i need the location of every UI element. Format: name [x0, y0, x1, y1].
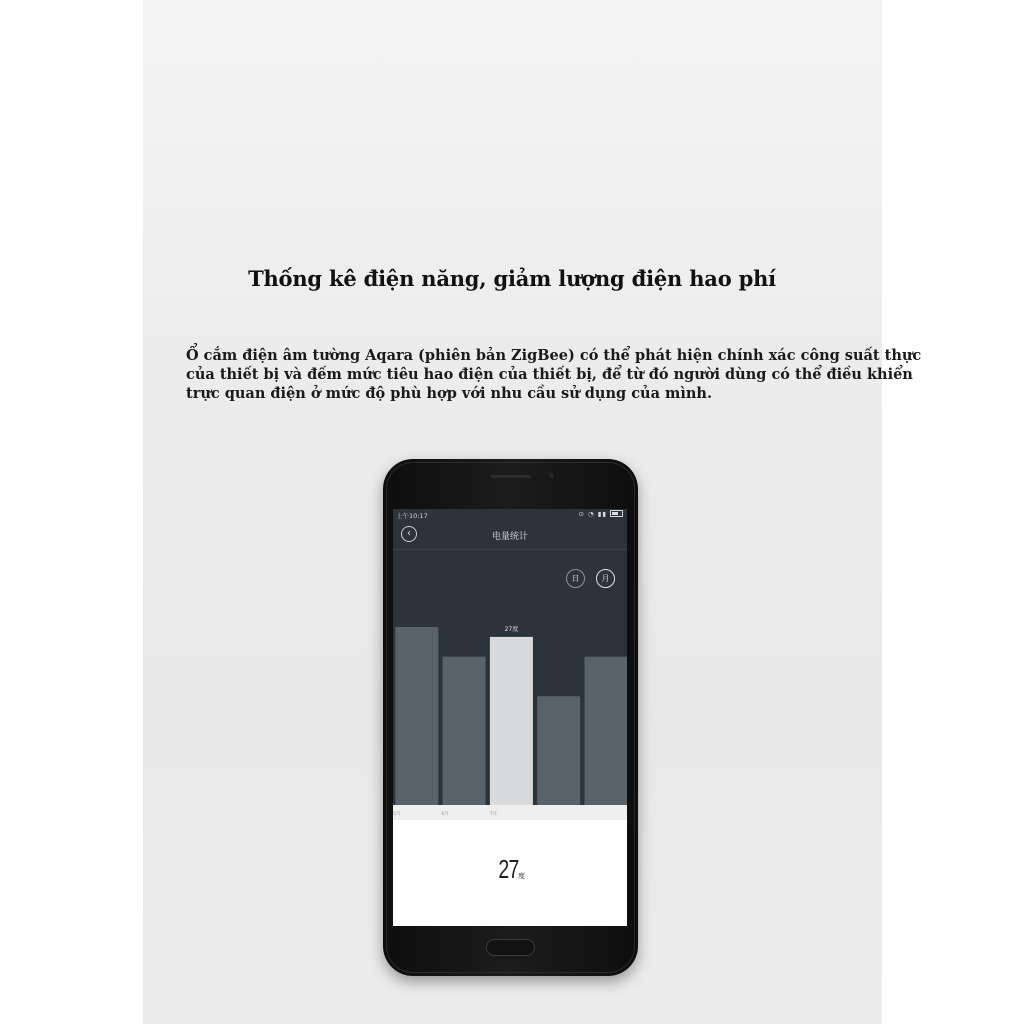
period-month-button[interactable]: 月: [596, 569, 615, 588]
description-line: trực quan điện ở mức độ phù hợp với nhu cầu sử dụng của mình.: [186, 385, 713, 402]
selected-value: [393, 854, 627, 885]
description-line: của thiết bị và đếm mức tiêu hao điện của thiết bị, để từ đó người dùng có thể điều khiển: [186, 366, 913, 383]
signal-icons: ⊙ ◔ ▮▮: [578, 510, 607, 518]
x-tick-label: 7月: [489, 812, 498, 817]
bar-value-label: 27度: [504, 625, 519, 633]
selected-value-number: 27: [498, 854, 519, 884]
home-button[interactable]: [486, 939, 535, 956]
description: [186, 346, 922, 403]
status-time: 上午10:17: [396, 512, 428, 520]
page-title: 电量统计: [491, 532, 528, 542]
period-day-button[interactable]: 日: [566, 569, 585, 588]
description-line: Ổ cắm điện âm tường Aqara (phiên bản ZigBee) có thể phát hiện chính xác công suất thực: [186, 347, 922, 364]
detail-panel: [393, 820, 627, 926]
phone-mockup: [383, 459, 638, 976]
x-tick-label: 5月: [393, 812, 401, 817]
x-tick-label: 6月: [441, 812, 449, 817]
earpiece-speaker: [491, 475, 531, 478]
page-headline: Thống kê điện năng, giảm lượng điện hao phí: [248, 266, 776, 291]
selected-value-unit: 度: [517, 872, 525, 880]
phone-screen: [393, 509, 627, 926]
front-camera: [549, 473, 554, 478]
chevron-left-icon: ‹: [407, 528, 411, 539]
